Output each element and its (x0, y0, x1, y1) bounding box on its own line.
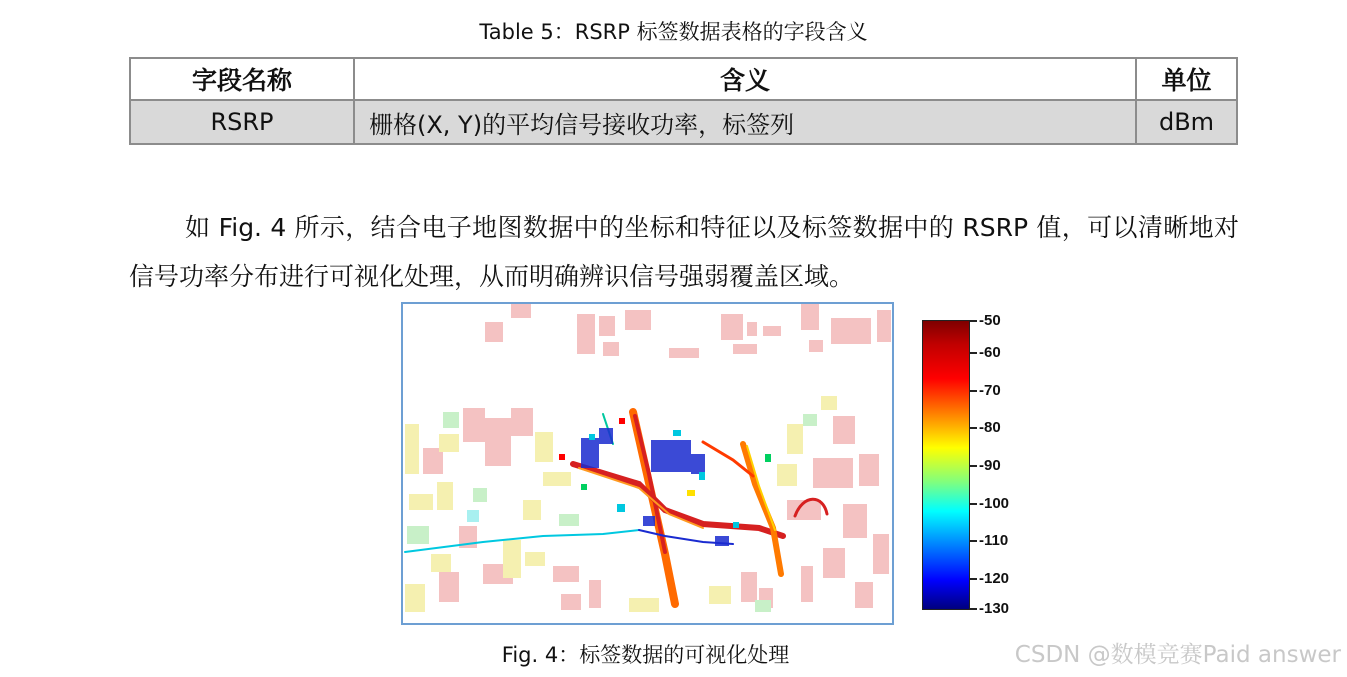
cell-meaning: 栅格(X, Y)的平均信号接收功率，标签列 (354, 100, 1136, 144)
watermark: CSDN @数模竞赛Paid answer (1014, 642, 1341, 668)
colorbar-tick: -80 (969, 419, 1001, 437)
body-paragraph: 如 Fig. 4 所示，结合电子地图数据中的坐标和特征以及标签数据中的 RSRP 值，可以清晰地对信号功率分布进行可视化处理，从而明确辨识信号强弱覆盖区域。 (129, 213, 1239, 291)
colorbar-tick: -60 (969, 344, 1001, 362)
field-table (129, 57, 1238, 145)
header-field-name: 字段名称 (130, 58, 354, 100)
cell-unit: dBm (1136, 100, 1237, 144)
table-row (130, 100, 1237, 144)
rsrp-map-figure (401, 302, 894, 625)
cell-field-name: RSRP (130, 100, 354, 144)
colorbar-tick: -90 (969, 457, 1001, 475)
colorbar-tick: -120 (969, 570, 1009, 588)
rsrp-map-image (403, 304, 892, 623)
colorbar-tick: -70 (969, 382, 1001, 400)
table-header-row (130, 58, 1237, 100)
header-unit: 单位 (1136, 58, 1237, 100)
colorbar-tick: -130 (969, 600, 1009, 618)
colorbar-tick: -50 (969, 312, 1001, 330)
colorbar (922, 312, 1032, 617)
colorbar-tick: -100 (969, 495, 1009, 513)
table-caption: Table 5：RSRP 标签数据表格的字段含义 (479, 20, 868, 44)
colorbar-gradient (922, 320, 970, 610)
header-meaning: 含义 (354, 58, 1136, 100)
colorbar-tick: -110 (969, 532, 1008, 550)
figure-caption: Fig. 4：标签数据的可视化处理 (501, 643, 790, 667)
